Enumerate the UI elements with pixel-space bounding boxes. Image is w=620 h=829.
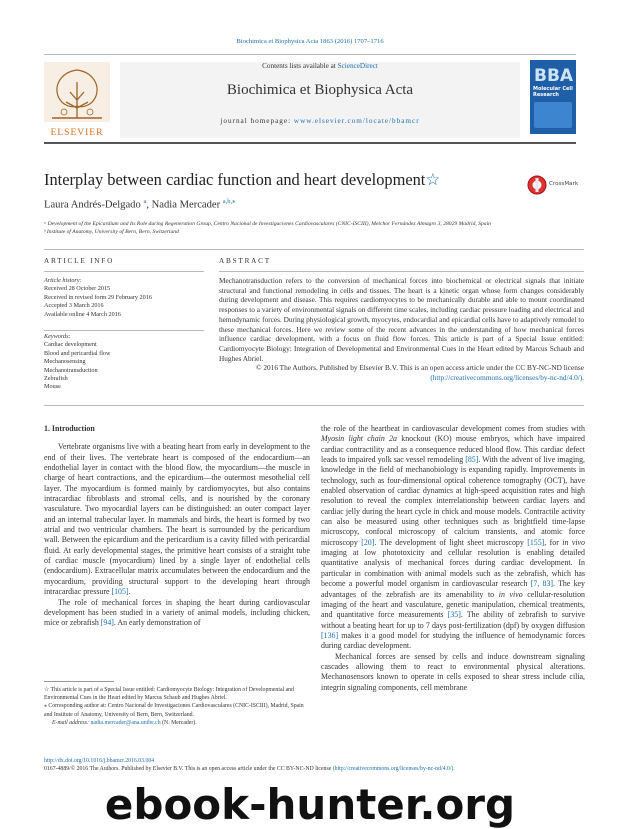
author-line: Laura Andrés-Delgado $^a$, Nadia Mercader $^{a,b,⁎}$ — [44, 198, 236, 211]
crossmark-label: CrossMark — [549, 181, 579, 187]
ref-link[interactable]: [7, 83] — [530, 579, 554, 589]
history-item: Received 28 October 2015 — [44, 285, 111, 293]
keyword: Mechanosensing — [44, 358, 86, 366]
abstract-text: Mechanotransduction refers to the conversion of mechanical forces into biochemical or electrical signals that initiate structural and functional remodeling in cells and tissues. The heart is a kinetic organ whose form changes considerably during development and disease. This requires cardiomyocytes to be mechanically durable and able to mount coordinated responses to a variety of environmental signals on different time scales, including cardiac pressure loading and electrical and hemodynamic forces. During physiological growth, myocytes, endocardial and epicardial cells have to adaptively remodel to these mechanical forces. Here we review some of the recent advances in the understanding of how mechanical forces influence cardiac development, with a focus on fluid flow forces. This article is part of a Special Issue entitled: Cardiomyocyte Biology: Integration of Developmental and Environmental Cues in the Heart edited by Marcus Schaub and Hughes Abriel. — [219, 276, 584, 363]
keyword: Zebrafish — [44, 375, 68, 383]
info-rule — [44, 271, 204, 272]
intro-paragraph-2: The role of mechanical forces in shaping the heart during cardiovascular development has been studied in a variety of animal models, including chicken, mice or zebrafish [94]. An early demonstration of — [44, 597, 310, 628]
article-title: Interplay between cardiac function and heart development☆ — [44, 170, 441, 189]
header-bottom-rule — [44, 142, 576, 144]
author1-affil-mark[interactable]: a — [143, 198, 147, 205]
left-column — [44, 424, 310, 629]
cover-title: BBA — [534, 66, 574, 86]
ref-link[interactable]: [20] — [361, 537, 375, 547]
history-item: Accepted 3 March 2016 — [44, 302, 104, 310]
history-item: Available online 4 March 2016 — [44, 310, 121, 318]
keyword: Mouse — [44, 383, 61, 391]
abstract-body — [219, 276, 584, 383]
abstract-rule — [219, 271, 584, 272]
footnote-special-issue: ☆ This article is part of a Special Issue entitled: Cardiomyocyte Biology: Integration of Developmental and Environmental Cues in the Heart edited by Marcus Schaub and Hughes Abriel. — [44, 687, 294, 702]
article-history: Article history: Received 28 October 2015 Received in revised form 29 February 2016 Accepted 3 March 2016 Available online 4 March 2016 — [44, 277, 209, 319]
right-column — [321, 424, 585, 693]
email-link[interactable]: nadia.mercader@ana.unibe.ch — [90, 719, 161, 726]
affiliation-b: ᵇ Institute of Anatomy, University of Bern, Bern, Switzerland — [44, 229, 179, 235]
journal-cover — [530, 60, 576, 134]
keyword: Mechanotransduction — [44, 366, 98, 374]
abstract-heading: ABSTRACT — [219, 257, 271, 265]
section-rule — [44, 249, 584, 250]
keywords: Keywords: Cardiac development Blood and pericardial flow Mechanosensing Mechanotransduction Zebrafish Mouse — [44, 333, 209, 392]
footnote-rule — [44, 681, 114, 682]
history-item: Received in revised form 29 February 2016 — [44, 293, 152, 301]
journal-homepage: journal homepage: www.elsevier.com/locate/bbamcr — [220, 117, 420, 125]
elsevier-wordmark: ELSEVIER — [50, 128, 104, 138]
abstract-copyright: © 2016 The Authors. Published by Elsevier B.V. This is an open access article under the CC BY-NC-ND license (http://creativecommons.org/licenses/by-nc-nd/4.0/). — [256, 363, 584, 383]
keyword: Cardiac development — [44, 341, 97, 349]
affiliations — [44, 220, 584, 236]
intro-paragraph-1: Vertebrate organisms live with a beating heart from early in development to the end of their lives. The vertebrate heart is composed of the endocardium—an endothelial layer in contact with the blood flow, the myocardium—the muscle in charge of heart contractions, and the epicardium—the outermost mesothelial cell layer. The myocardium is formed mainly by cardiomyocytes, but also contains intracardiac fibroblasts and stromal cells, and is nourished by the coronary vasculature. Two myocardial layers can be distinguished: an outer compact layer and an internal trabecular layer. In mammals and birds, the heart is formed by two atrial and two ventricular chambers. The heart is surrounded by the pericardium wall. Between the epicardium and the pericardium is a cavity filled with pericardial fluid. At early developmental stages, the primitive heart consists of a straight tube of cardiac muscle (myocardium) lined by a single layer of endothelial cells (endocardium). Extracellular matrix accumulates between the endocardium and the myocardium, providing structural support to the developing heart through intracardiac pressure [105]. — [44, 442, 310, 597]
article-info-heading: ARTICLE INFO — [44, 257, 115, 265]
bottom-citation — [44, 757, 584, 773]
author2-affil-mark[interactable]: a,b,⁎ — [222, 198, 236, 205]
keywords-rule — [44, 330, 204, 331]
license-link[interactable]: (http://creativecommons.org/licenses/by-nc-nd/4.0/). — [430, 373, 584, 383]
sciencedirect-link[interactable]: ScienceDirect — [337, 62, 378, 70]
ref-link[interactable]: [136] — [321, 630, 339, 640]
ref-link[interactable]: [155] — [527, 537, 545, 547]
crossmark-badge[interactable] — [527, 173, 579, 197]
cover-image — [534, 102, 572, 128]
elsevier-logo — [44, 62, 110, 138]
ref-link[interactable]: [85] — [465, 455, 479, 465]
intro-paragraph-3: the role of the heartbeat in cardiovascular development comes from studies with Myosin light chain 2a knockout (KO) mouse embryos, which have impaired cardiac contractility and as a consequence reduced blood flow. This cardiac defect leads to impaired yolk sac vessel remodeling [85]. With the advent of live imaging, knowledge in the field of mechanobiology is expanding rapidly. Improvements in technology, such as four-dimensional optical coherence tomography (OCT), have enabled observation of cardiac dynamics at high-speed acquisition rates and high resolution to reveal the complex interrelationship between cardiac layers and cardiac jelly during the heart cycle in chick and mouse models. Contractile activity can also be measured using other techniques such as brightfield time-lapse microscopy, confocal microscopy of calcium transients, and atomic force microscopy [20]. The development of light sheet microscopy [155], for in vivo imaging at low phototoxicity and cellular resolution is enabling detailed quantitative analysis of mechanical forces during cardiac development. In particular in combination with animal models such as the zebrafish, which has become a powerful model organism in cardiovascular research [7, 83]. The key advantages of the zebrafish are its amenability to in vivo cellular-resolution imaging of the heart and vasculature, genetic manipulation, chemical treatments, and quantitative force measurements [35]. The ability of zebrafish to survive without a beating heart for up to 7 days post-fertilization (dpf) by oxygen diffusion [136] makes it a good model for studying the influence of hemodynamic forces during cardiac development. — [321, 424, 586, 651]
homepage-link[interactable]: www.elsevier.com/locate/bbamcr — [293, 117, 420, 125]
journal-citation[interactable]: Biochimica et Biophysica Acta 1863 (2016) 1707–1716 — [236, 38, 384, 45]
ref-link[interactable]: [94] — [100, 618, 114, 628]
keyword: Blood and pericardial flow — [44, 349, 111, 357]
abstract-bottom-rule — [44, 405, 584, 406]
footnote-corresponding: ⁎ Corresponding author at: Centro Nacional de Investigaciones Cardiovasculares (CNIC-ISCIII), Madrid, Spain and Institute of Anatomy, University of Bern, Bern, Switzerland. — [44, 703, 304, 718]
footnote-email: E-mail address: nadia.mercader@ana.unibe.ch (N. Mercader). — [52, 719, 197, 726]
ref-link[interactable]: [35] — [447, 610, 461, 620]
cover-subtitle: Molecular Cell Research — [533, 86, 573, 98]
bottom-license-link[interactable]: (http://creativecommons.org/licenses/by-nc-nd/4.0/). — [332, 766, 455, 772]
intro-paragraph-4: Mechanical forces are sensed by cells and induce downstream signaling cascades allowing them to react to environmental physical alterations. Mechanosensors known to operate in cells exposed to shear stress include cilia, integrin signaling components, cell membrane — [321, 651, 585, 692]
doi-link[interactable]: http://dx.doi.org/10.1016/j.bbamcr.2016.03.004 — [44, 758, 155, 764]
journal-name: Biochimica et Biophysica Acta — [226, 82, 414, 98]
crossmark-icon — [527, 175, 547, 195]
ref-link[interactable]: [105] — [111, 587, 129, 597]
elsevier-tree-icon — [44, 62, 110, 122]
header-rule — [44, 54, 576, 55]
journal-header — [120, 62, 520, 125]
issn-line: 0167-4889/© 2016 The Authors. Published by Elsevier B.V. This is an open access article under the CC BY-NC-ND license (http://creativecommons.org/licenses/by-nc-nd/4.0/). — [44, 766, 455, 772]
affiliation-a: ᵃ Development of the Epicardium and Its Role during Regeneration Group, Centro Nacional de Investigaciones Cardiovasculares (CNIC-ISCIII), Melchor Fernández Almagro 3, 28029 Madrid, Spain — [44, 221, 491, 227]
footnotes — [44, 686, 310, 727]
contents-line: Contents lists available at ScienceDirect — [262, 62, 378, 70]
title-footnote-mark[interactable]: ☆ — [425, 170, 441, 189]
watermark: ebook-hunter.org — [104, 780, 516, 829]
intro-heading: 1. Introduction — [44, 424, 95, 433]
